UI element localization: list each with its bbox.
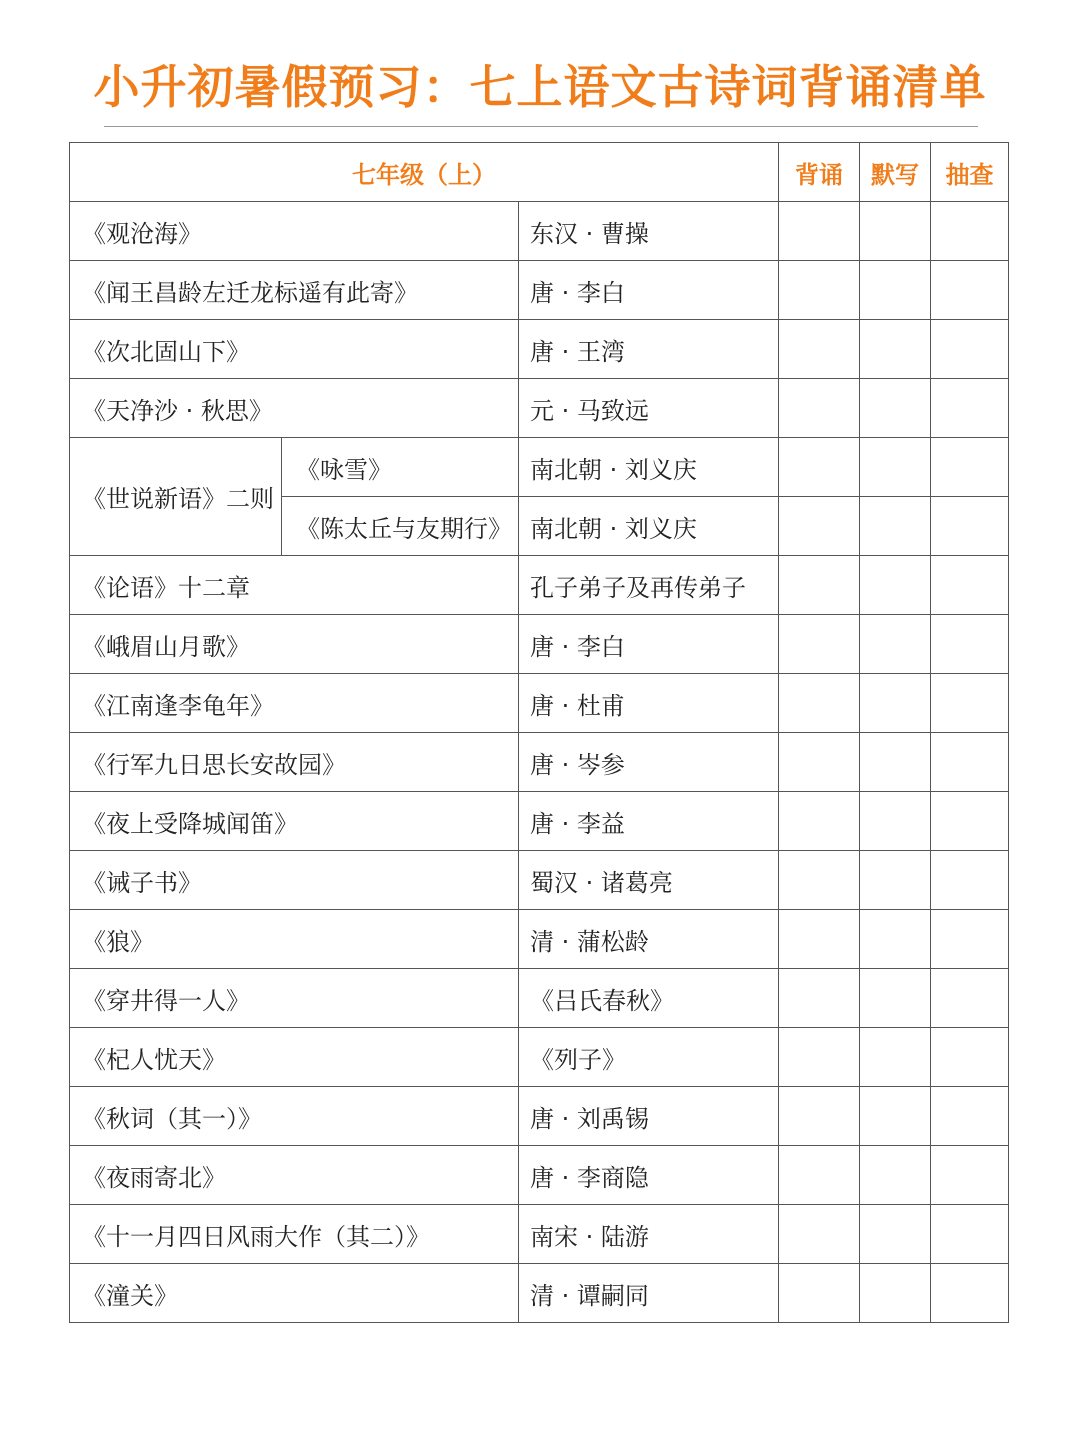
poem-title: 《峨眉山月歌》 [70,615,519,674]
table-row [70,1205,1009,1264]
check-column-header: 抽查 [931,143,1009,202]
dictation-checkbox-cell[interactable] [860,792,931,851]
dictation-checkbox-cell[interactable] [860,674,931,733]
poem-title: 《闻王昌龄左迁龙标遥有此寄》 [70,261,519,320]
recite-checkbox-cell[interactable] [779,969,860,1028]
page-title: 小升初暑假预习：七上语文古诗词背诵清单 [93,60,987,114]
poem-title: 《穿井得一人》 [70,969,519,1028]
recite-checkbox-cell[interactable] [779,792,860,851]
poem-author: 唐 · 李白 [519,261,779,320]
table-header-row [70,143,1009,202]
check-checkbox-cell[interactable] [931,910,1009,969]
recite-checkbox-cell[interactable] [779,556,860,615]
check-checkbox-cell[interactable] [931,438,1009,497]
poem-author: 清 · 蒲松龄 [519,910,779,969]
table-row [70,1028,1009,1087]
recite-checkbox-cell[interactable] [779,438,860,497]
poem-title: 《行军九日思长安故园》 [70,733,519,792]
table-row [70,851,1009,910]
recite-checkbox-cell[interactable] [779,910,860,969]
poem-title: 《论语》十二章 [70,556,519,615]
dictation-checkbox-cell[interactable] [860,379,931,438]
poem-author: 元 · 马致远 [519,379,779,438]
dictation-checkbox-cell[interactable] [860,910,931,969]
table-row [70,1087,1009,1146]
dictation-checkbox-cell[interactable] [860,615,931,674]
table-body [70,202,1009,1323]
dictation-checkbox-cell[interactable] [860,1264,931,1323]
poem-title: 《观沧海》 [70,202,519,261]
recite-checkbox-cell[interactable] [779,1205,860,1264]
poem-title: 《江南逢李龟年》 [70,674,519,733]
dictation-checkbox-cell[interactable] [860,261,931,320]
poem-author: 唐 · 李益 [519,792,779,851]
recite-checkbox-cell[interactable] [779,320,860,379]
table-row [70,379,1009,438]
poem-author: 南宋 · 陆游 [519,1205,779,1264]
check-checkbox-cell[interactable] [931,792,1009,851]
table-row [70,1264,1009,1323]
check-checkbox-cell[interactable] [931,1028,1009,1087]
table-row [70,733,1009,792]
poem-title: 《狼》 [70,910,519,969]
recite-checkbox-cell[interactable] [779,202,860,261]
check-checkbox-cell[interactable] [931,1264,1009,1323]
sub-poem-title: 《咏雪》 [282,438,519,497]
recite-checkbox-cell[interactable] [779,615,860,674]
sub-poem-title: 《陈太丘与友期行》 [282,497,519,556]
check-checkbox-cell[interactable] [931,497,1009,556]
check-checkbox-cell[interactable] [931,202,1009,261]
recite-checkbox-cell[interactable] [779,1028,860,1087]
check-checkbox-cell[interactable] [931,615,1009,674]
poem-title: 《夜雨寄北》 [70,1146,519,1205]
check-checkbox-cell[interactable] [931,1146,1009,1205]
poem-author: 唐 · 杜甫 [519,674,779,733]
recite-column-header: 背诵 [779,143,860,202]
poem-author: 东汉 · 曹操 [519,202,779,261]
poem-author: 唐 · 李白 [519,615,779,674]
recite-checkbox-cell[interactable] [779,1146,860,1205]
check-checkbox-cell[interactable] [931,261,1009,320]
dictation-checkbox-cell[interactable] [860,556,931,615]
recite-checkbox-cell[interactable] [779,733,860,792]
check-checkbox-cell[interactable] [931,674,1009,733]
check-checkbox-cell[interactable] [931,1205,1009,1264]
dictation-checkbox-cell[interactable] [860,733,931,792]
poem-title: 《潼关》 [70,1264,519,1323]
poem-author: 唐 · 王湾 [519,320,779,379]
recite-checkbox-cell[interactable] [779,497,860,556]
poem-author: 《列子》 [519,1028,779,1087]
recite-checkbox-cell[interactable] [779,674,860,733]
table-row [70,910,1009,969]
poem-title: 《秋词（其一）》 [70,1087,519,1146]
dictation-checkbox-cell[interactable] [860,1087,931,1146]
poem-author: 孔子弟子及再传弟子 [519,556,779,615]
check-checkbox-cell[interactable] [931,851,1009,910]
table-row [70,1146,1009,1205]
check-checkbox-cell[interactable] [931,969,1009,1028]
poem-author: 唐 · 刘禹锡 [519,1087,779,1146]
poem-title: 《夜上受降城闻笛》 [70,792,519,851]
check-checkbox-cell[interactable] [931,733,1009,792]
dictation-checkbox-cell[interactable] [860,202,931,261]
dictation-checkbox-cell[interactable] [860,969,931,1028]
recite-checkbox-cell[interactable] [779,261,860,320]
dictation-checkbox-cell[interactable] [860,438,931,497]
table-row [70,792,1009,851]
table-row [70,438,1009,497]
title-divider [104,126,978,127]
table-row [70,556,1009,615]
poem-title: 《次北固山下》 [70,320,519,379]
recite-checkbox-cell[interactable] [779,1264,860,1323]
dictation-checkbox-cell[interactable] [860,851,931,910]
dictation-column-header: 默写 [860,143,931,202]
check-checkbox-cell[interactable] [931,556,1009,615]
dictation-checkbox-cell[interactable] [860,320,931,379]
poem-author: 蜀汉 · 诸葛亮 [519,851,779,910]
poem-author: 南北朝 · 刘义庆 [519,497,779,556]
grade-header: 七年级（上） [70,143,779,202]
dictation-checkbox-cell[interactable] [860,1205,931,1264]
dictation-checkbox-cell[interactable] [860,497,931,556]
recite-checkbox-cell[interactable] [779,851,860,910]
check-checkbox-cell[interactable] [931,379,1009,438]
poem-title: 《杞人忧天》 [70,1028,519,1087]
poem-title: 《天净沙 · 秋思》 [70,379,519,438]
table-row [70,320,1009,379]
dictation-checkbox-cell[interactable] [860,1146,931,1205]
poem-title: 《十一月四日风雨大作（其二）》 [70,1205,519,1264]
check-checkbox-cell[interactable] [931,1087,1009,1146]
table-row [70,969,1009,1028]
table-row [70,261,1009,320]
table-row [70,674,1009,733]
poem-author: 唐 · 岑参 [519,733,779,792]
poem-author: 清 · 谭嗣同 [519,1264,779,1323]
table-row [70,615,1009,674]
poem-author: 唐 · 李商隐 [519,1146,779,1205]
dictation-checkbox-cell[interactable] [860,1028,931,1087]
recite-checkbox-cell[interactable] [779,1087,860,1146]
recitation-checklist-table [69,142,1009,1323]
poem-title: 《诫子书》 [70,851,519,910]
group-title: 《世说新语》二则 [70,438,282,556]
poem-author: 南北朝 · 刘义庆 [519,438,779,497]
table-row [70,202,1009,261]
check-checkbox-cell[interactable] [931,320,1009,379]
poem-author: 《吕氏春秋》 [519,969,779,1028]
recite-checkbox-cell[interactable] [779,379,860,438]
